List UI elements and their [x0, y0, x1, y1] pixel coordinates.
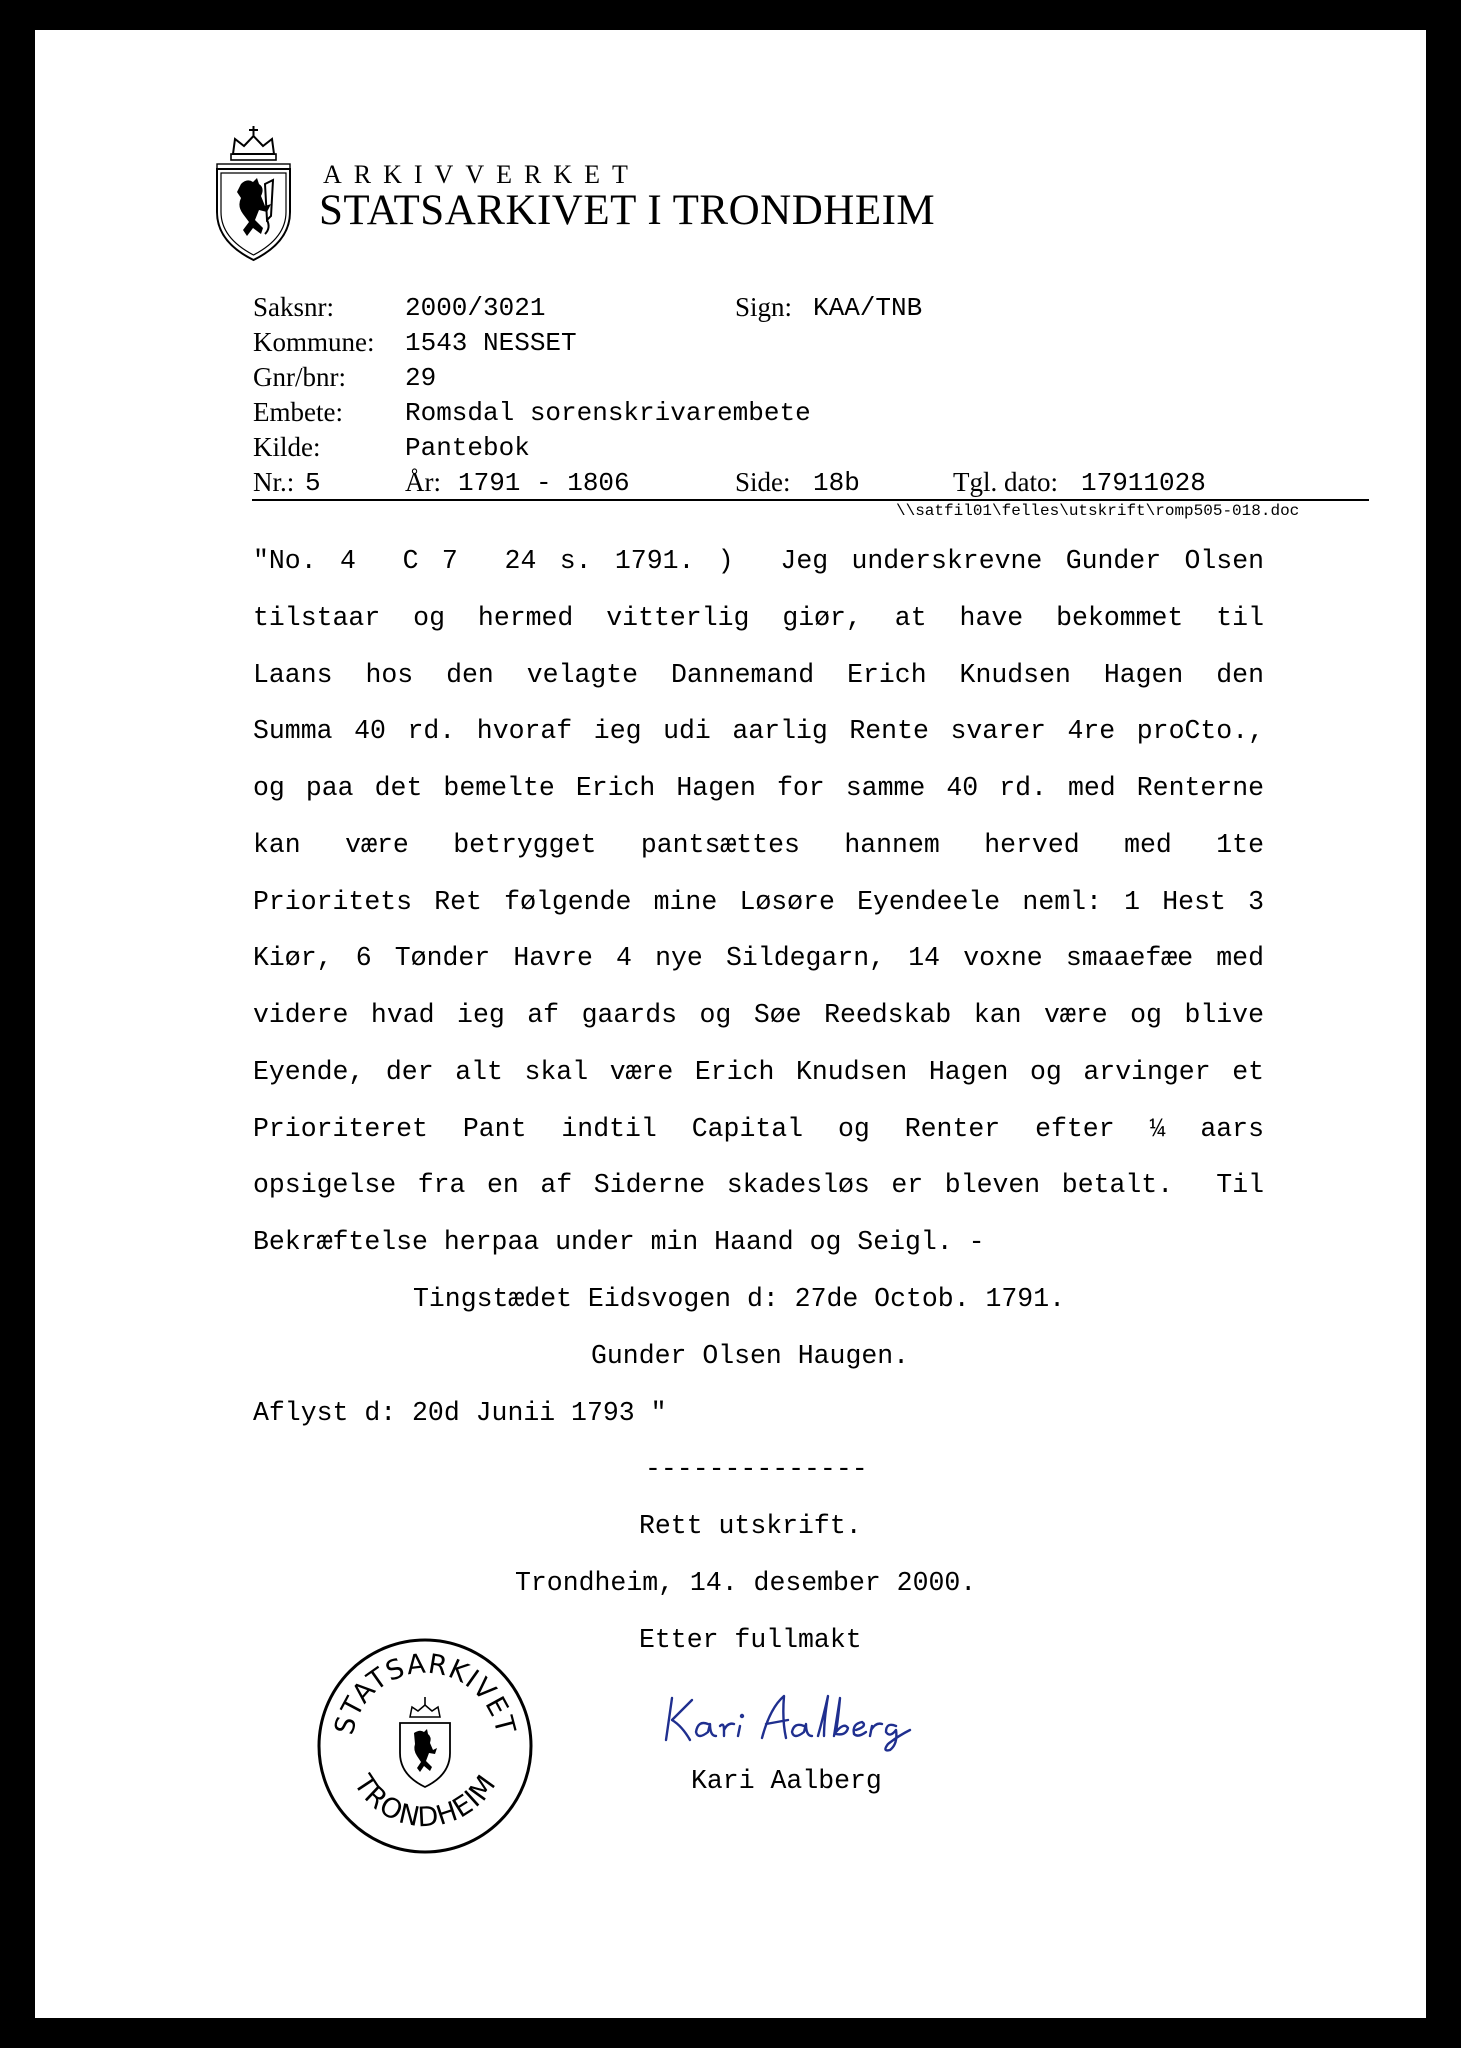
side-value: 18b [813, 468, 860, 498]
authority-note: Etter fullmakt [639, 1625, 862, 1655]
body-line: Eyende, der alt skal være Erich Knudsen Hagen og arvinger et [253, 1057, 1264, 1087]
separator-line: -------------- [645, 1454, 868, 1484]
body-line: Laans hos den velagte Dannemand Erich Knudsen Hagen den [253, 660, 1264, 690]
sign-value: KAA/TNB [813, 293, 923, 323]
stamp-top-text: STATSARKIVET [328, 1648, 522, 1738]
embete-value: Romsdal sorenskrivarembete [405, 398, 811, 428]
body-line: kan være betrygget pantsættes hannem herved med 1te [253, 830, 1264, 860]
stamp-bottom-text: TRONDHEIM [347, 1768, 503, 1834]
header-divider [252, 499, 1369, 501]
kilde-value: Pantebok [405, 433, 530, 463]
official-stamp [314, 1635, 536, 1857]
body-line: tilstaar og hermed vitterlig giør, at have bekommet til [253, 603, 1264, 633]
handwritten-signature [658, 1690, 918, 1754]
embete-label: Embete: [253, 397, 343, 427]
nr-value: 5 [305, 468, 321, 498]
signer-name: Kari Aalberg [691, 1766, 882, 1796]
body-line: "No. 4 C 7 24 s. 1791. ) Jeg underskrevne Gunder Olsen [253, 546, 1264, 576]
body-line: videre hvad ieg af gaards og Søe Reedskab kan være og blive [253, 1000, 1264, 1030]
crest-icon [211, 124, 296, 264]
svg-text:STATSARKIVET [329, 1649, 521, 1738]
archive-org-name: ARKIVVERKET [323, 160, 640, 189]
body-line: Kiør, 6 Tønder Havre 4 nye Sildegarn, 14 voxne smaaefæe med [253, 943, 1264, 973]
stamp-crest-icon [400, 1697, 450, 1787]
nr-label: Nr.: [253, 467, 295, 497]
svg-text:TRONDHEIM [347, 1769, 503, 1834]
body-line: Prioriteret Pant indtil Capital og Renter efter ¼ aars [253, 1114, 1264, 1144]
saksnr-label: Saksnr: [253, 292, 334, 322]
ar-label: År: [405, 467, 441, 497]
body-line: Prioritets Ret følgende mine Løsøre Eyendeele neml: 1 Hest 3 [253, 887, 1264, 917]
gnr-label: Gnr/bnr: [253, 362, 346, 392]
institution-title: STATSARKIVET I TRONDHEIM [319, 187, 936, 234]
gnr-value: 29 [405, 363, 437, 393]
saksnr-value: 2000/3021 [405, 293, 546, 323]
body-line: og paa det bemelte Erich Hagen for samme 40 rd. med Renterne [253, 773, 1264, 803]
place-date: Tingstædet Eidsvogen d: 27de Octob. 1791. [413, 1284, 1066, 1314]
document-page [35, 30, 1426, 2018]
ar-value: 1791 - 1806 [458, 468, 630, 498]
body-line: Summa 40 rd. hvoraf ieg udi aarlig Rente svarer 4re proCto., [253, 716, 1264, 746]
file-path: \\satfil01\felles\utskrift\romp505-018.doc [896, 502, 1300, 520]
kommune-value: 1543 NESSET [405, 328, 577, 358]
kilde-label: Kilde: [253, 432, 321, 462]
body-line: opsigelse fra en af Siderne skadesløs er bleven betalt. Til [253, 1170, 1264, 1200]
original-signer: Gunder Olsen Haugen. [591, 1341, 910, 1371]
tgl-dato-value: 17911028 [1081, 468, 1206, 498]
tgl-dato-label: Tgl. dato: [953, 467, 1058, 497]
certified-copy: Rett utskrift. [639, 1511, 862, 1541]
body-line-last: Bekræftelse herpaa under min Haand og Seigl. - [253, 1227, 985, 1257]
certification-place-date: Trondheim, 14. desember 2000. [515, 1568, 977, 1598]
side-label: Side: [735, 467, 791, 497]
kommune-label: Kommune: [253, 327, 375, 357]
sign-label: Sign: [735, 292, 793, 322]
cancellation-note: Aflyst d: 20d Junii 1793 " [253, 1398, 667, 1428]
